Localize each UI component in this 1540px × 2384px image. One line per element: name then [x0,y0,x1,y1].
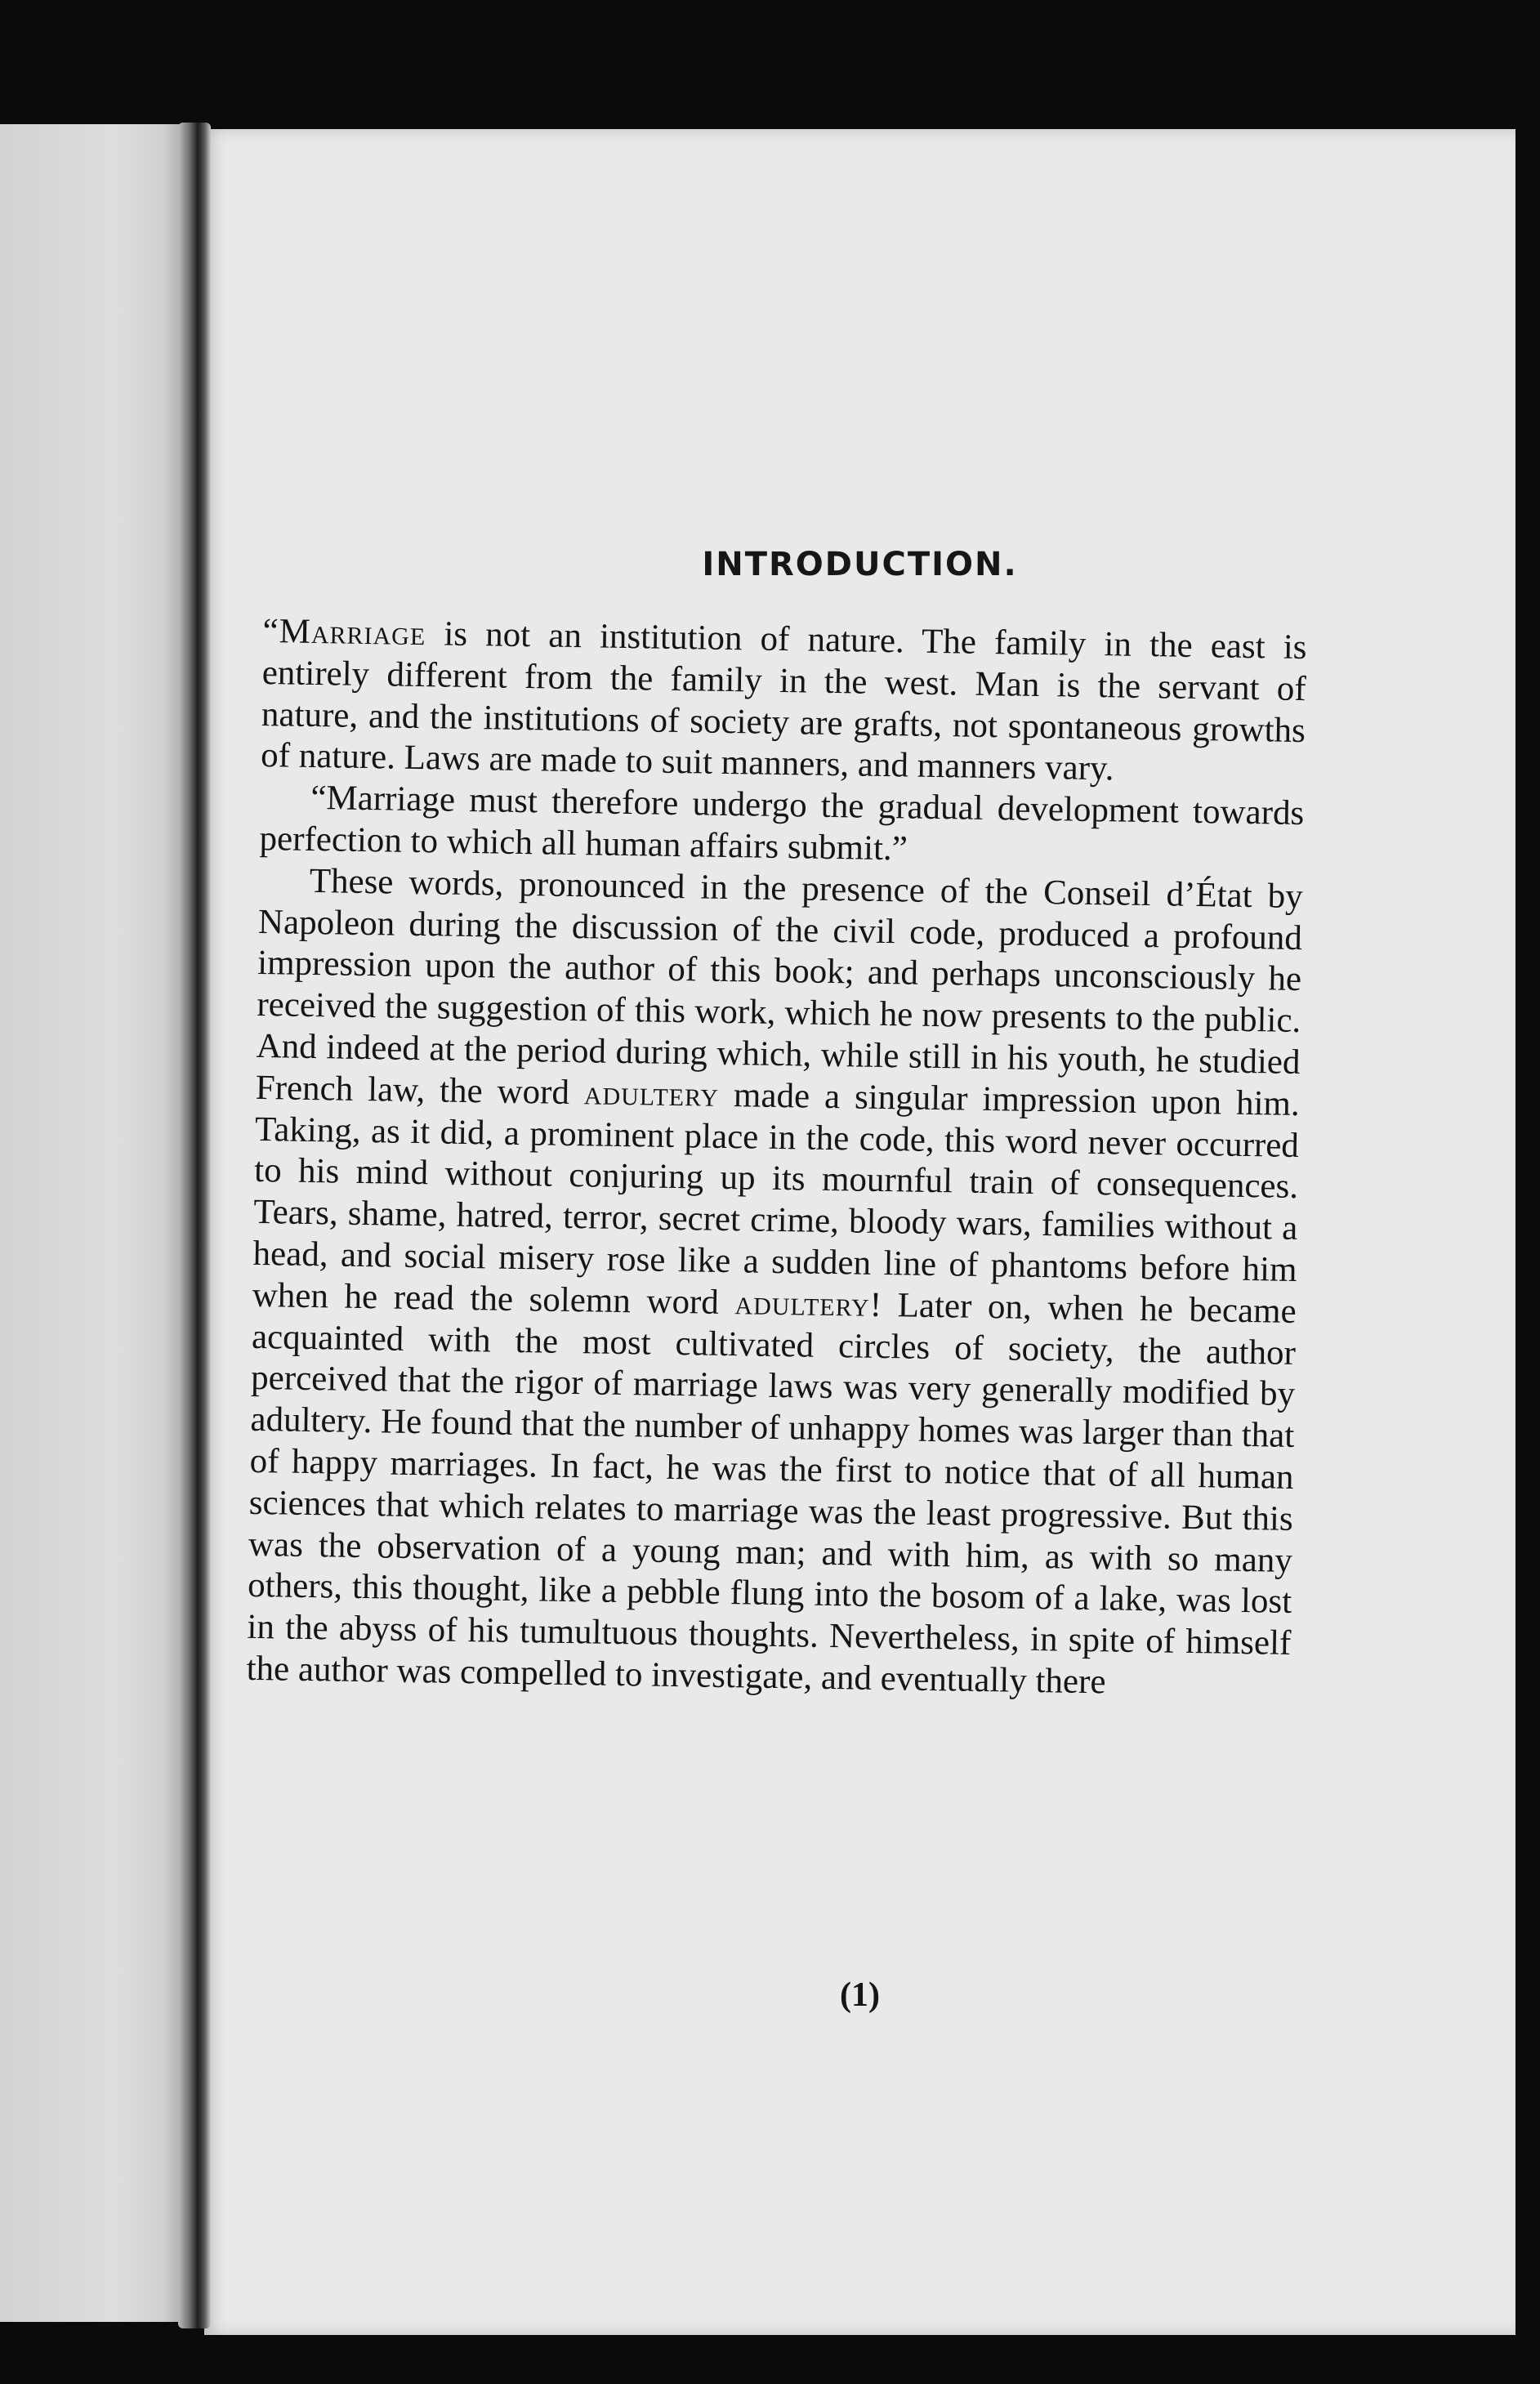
text-segment: These words, pronounced in the presence of the Conseil d’État by Napoleon during the discussion of the civil code, produced a profound impression upon the author of this book; and perhaps unconsciously he received the suggestion of this work, which he now presents to the public. And indeed at the period during which, while still in his youth, he studied French law, the word [255,861,1304,1113]
text-segment: “Marriage [262,611,426,654]
text-segment: adultery [583,1074,720,1114]
body-text [246,611,1307,1707]
previous-page-edge [0,124,193,2322]
chapter-heading: INTRODUCTION. [702,546,1018,583]
text-segment: ! Later on, when he became acquainted with the most cultivated circles of society, the author perceived that the rigor of marriage laws was very generally modified by adultery. He found that the number of unhappy homes was larger than that of happy marriages. In fact, he was the first to notice that of all human sciences that which relates to marriage was the least progressive. But this was the observation of a young man; and with him, as with so many others, this thought, like a pebble flung into the bosom of a lake, was lost in the abyss of his tumultuous thoughts. Nevertheless, in spite of himself the author was compelled to investigate, and eventually there [246,1285,1297,1702]
paragraph [246,860,1303,1707]
page-number: (1) [840,1976,880,2014]
paragraph [259,777,1304,877]
text-segment: made a singular impression upon him. Taking, as it did, a prominent place in the code, this word never occurred to his mind without conjuring up its mournful train of consequences. Tears, shame, hatred, terror, secret crime, bloody wars, families without a head, and social misery rose like a sudden line of phantoms before him when he read the solemn word [252,1075,1301,1322]
text-segment: “Marriage must therefore undergo the gradual development towards perfection to which all human affairs submit.” [259,779,1305,868]
paragraph [261,611,1307,793]
text-segment: is not an institution of nature. The family in the east is entirely different from the family in the west. Man is the servant of nature, and the institutions of society are grafts, not spontaneous growths of nature. Laws are made to suit manners, and manners vary. [260,614,1307,788]
text-segment: adultery [734,1283,871,1324]
